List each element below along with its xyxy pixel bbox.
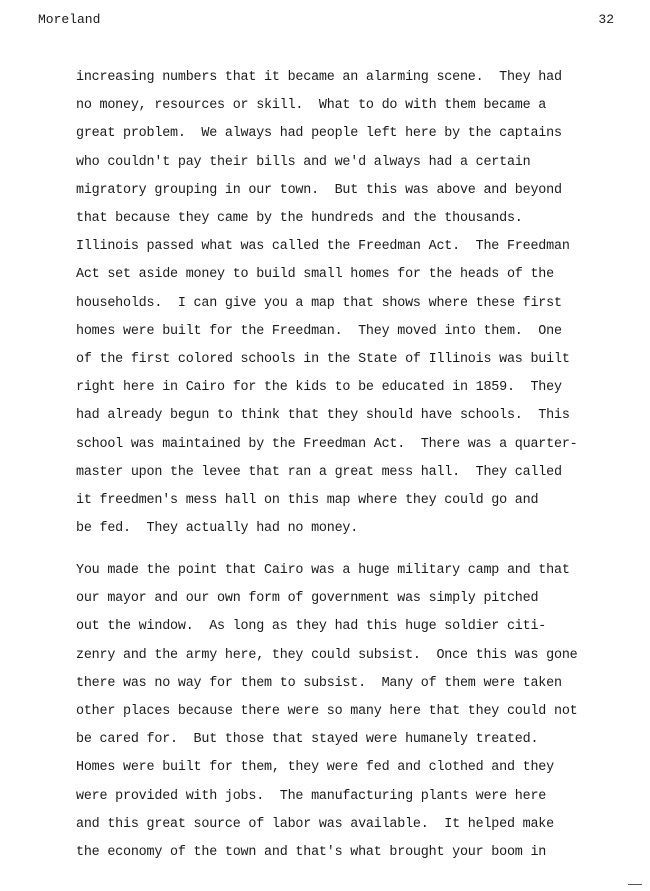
- text-line: Illinois passed what was called the Freedman Act. The Freedman: [76, 239, 570, 255]
- text-line: who couldn't pay their bills and we'd always had a certain: [76, 154, 531, 170]
- text-line: out the window. As long as they had this huge soldier citi-: [76, 619, 547, 635]
- text-line: be cared for. But those that stayed were humanely treated.: [76, 732, 539, 748]
- text-line: migratory grouping in our town. But this was above and beyond: [76, 182, 562, 198]
- text-line: that because they came by the hundreds and the thousands.: [76, 211, 523, 227]
- text-line: master upon the levee that ran a great mess hall. They called: [76, 464, 562, 480]
- text-line: right here in Cairo for the kids to be educated in 1859. They: [76, 380, 562, 396]
- text-line: households. I can give you a map that shows where these first: [76, 295, 562, 311]
- page-header: [38, 12, 614, 32]
- text-line: there was no way for them to subsist. Many of them were taken: [76, 675, 562, 691]
- text-line: and this great source of labor was available. It helped make: [76, 816, 554, 832]
- text-line: of the first colored schools in the State of Illinois was built: [76, 352, 570, 368]
- text-line: the economy of the town and that's what brought your boom in: [76, 845, 547, 861]
- text-line: great problem. We always had people left here by the captains: [76, 126, 562, 142]
- text-line: You made the point that Cairo was a huge military camp and that: [76, 563, 570, 578]
- text-line: no money, resources or skill. What to do with them became a: [76, 98, 547, 114]
- text-line: homes were built for the Freedman. They moved into them. One: [76, 323, 562, 339]
- text-line: zenry and the army here, they could subsist. Once this was gone: [76, 647, 578, 663]
- header-author: Moreland: [38, 12, 101, 27]
- page-number: 32: [598, 12, 614, 27]
- paragraph-2: [76, 557, 636, 867]
- paragraph-1: [76, 64, 636, 543]
- page-edge-mark: [628, 884, 642, 885]
- text-line: it freedmen's mess hall on this map where they could go and: [76, 493, 539, 509]
- text-line: school was maintained by the Freedman Act. There was a quarter-: [76, 436, 578, 452]
- text-line: Homes were built for them, they were fed and clothed and they: [76, 760, 554, 776]
- text-line: had already begun to think that they should have schools. This: [76, 408, 570, 424]
- text-line: our mayor and our own form of government was simply pitched: [76, 591, 539, 607]
- text-line: be fed. They actually had no money.: [76, 521, 359, 537]
- text-line: Act set aside money to build small homes for the heads of the: [76, 267, 554, 283]
- text-line: were provided with jobs. The manufacturing plants were here: [76, 788, 547, 804]
- text-line: other places because there were so many here that they could not: [76, 704, 578, 720]
- text-line: increasing numbers that it became an alarming scene. They had: [76, 70, 562, 85]
